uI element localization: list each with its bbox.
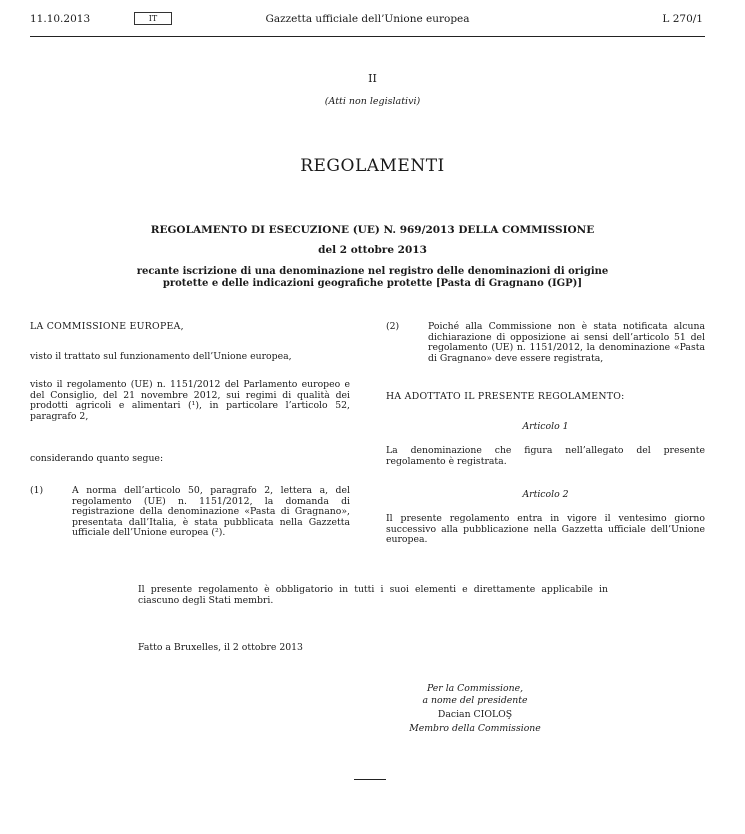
article-1-text: La denominazione che figura nell’allegato del presente regolamento è registrata. — [386, 445, 705, 467]
signatory-role: Membro della Commissione — [409, 723, 541, 734]
signature-block — [380, 683, 570, 735]
signature-for: Per la Commissione, — [426, 683, 524, 694]
page-header — [30, 10, 705, 30]
citation-regulation: visto il regolamento (UE) n. 1151/2012 del Parlamento europeo e del Consiglio, del 21 novembre 2012, sui regimi di qualità dei prodotti agricoli e alimentari (¹), in particolare l’articolo 52, paragrafo 2, — [30, 379, 350, 422]
article-1-heading: Articolo 1 — [522, 421, 569, 432]
page-reference: L 270/1 — [662, 13, 703, 25]
end-of-text-rule — [354, 779, 386, 780]
language-badge: IT — [134, 12, 172, 25]
part-number: II — [368, 72, 377, 85]
publication-date: 11.10.2013 — [30, 13, 91, 25]
part-note: (Atti non legislativi) — [324, 96, 421, 107]
whereas-intro: considerando quanto segue: — [30, 453, 164, 464]
regulation-subject: recante iscrizione di una denominazione nel registro delle denominazioni di origine protette e delle indicazioni geografiche protette [Pasta di Gragnano (IGP)] — [136, 266, 609, 289]
adoption-formula: HA ADOTTATO IL PRESENTE REGOLAMENTO: — [386, 391, 625, 402]
recital-text: Poiché alla Commissione non è stata notificata alcuna dichiarazione di opposizione ai sensi dell’articolo 51 del regolamento (UE) n. 1151/2012, la denominazione «Pasta di Gragnano» deve essere registrata, — [428, 321, 705, 364]
signature-on-behalf: a nome del presidente — [422, 695, 528, 706]
article-2-text: Il presente regolamento entra in vigore il ventesimo giorno successivo alla pubblicazione nella Gazzetta ufficiale dell’Unione europea. — [386, 513, 705, 546]
journal-title: Gazzetta ufficiale dell’Unione europea — [265, 13, 470, 25]
regulation-date: del 2 ottobre 2013 — [318, 244, 427, 256]
author-line: LA COMMISSIONE EUROPEA, — [30, 321, 184, 332]
recital-number: (2) — [386, 321, 400, 332]
citation-treaty: visto il trattato sul funzionamento dell’Unione europea, — [30, 351, 292, 362]
article-2-heading: Articolo 2 — [522, 489, 569, 500]
header-divider — [30, 36, 705, 37]
place-and-date: Fatto a Bruxelles, il 2 ottobre 2013 — [138, 642, 303, 653]
regulation-title: REGOLAMENTO DI ESECUZIONE (UE) N. 969/2013 DELLA COMMISSIONE — [150, 224, 595, 236]
recital-number: (1) — [30, 485, 44, 496]
binding-clause: Il presente regolamento è obbligatorio in tutti i suoi elementi e direttamente applicabile in ciascuno degli Stati membri. — [138, 584, 608, 606]
category-heading: REGOLAMENTI — [300, 156, 445, 176]
recital-text: A norma dell’articolo 50, paragrafo 2, lettera a, del regolamento (UE) n. 1151/2012, la domanda di registrazione della denominazione «Pasta di Gragnano», presentata dall’Italia, è stata pubblicata nella Gazzetta ufficiale dell’Unione europea (²). — [72, 485, 350, 539]
signatory-name: Dacian CIOLOŞ — [437, 709, 513, 720]
